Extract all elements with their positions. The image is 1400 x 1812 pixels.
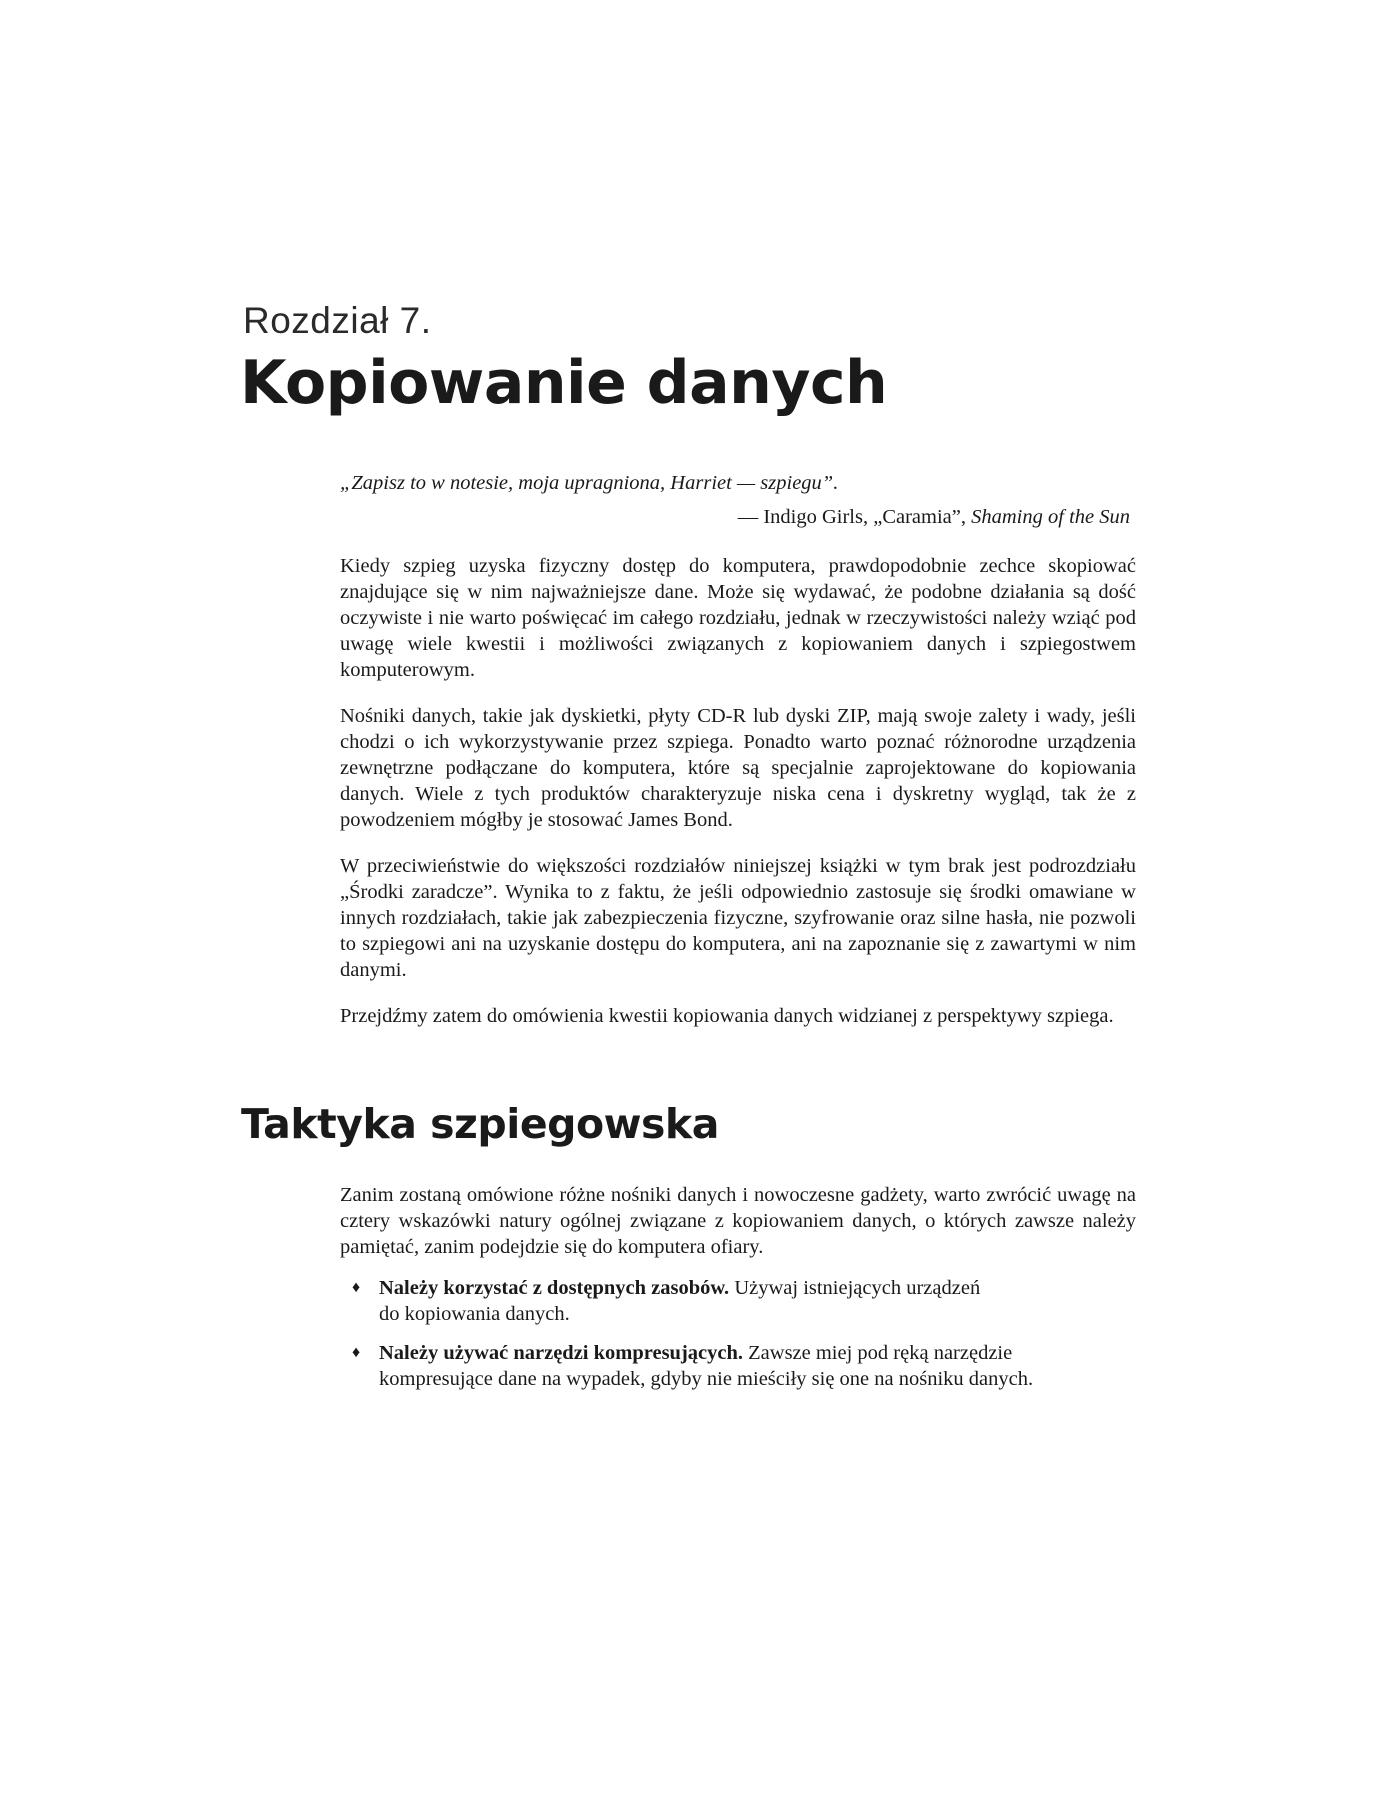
list-item-text: Zawsze miej pod ręką narzędzie xyxy=(743,1342,1013,1364)
epigraph xyxy=(340,472,1130,529)
chapter-title: Kopiowanie danych xyxy=(240,348,888,418)
section-text xyxy=(340,1182,1136,1280)
intro-text xyxy=(340,553,1136,1049)
list-item-text-continued: kompresujące dane na wypadek, gdyby nie mieściły się one na nośniku danych. xyxy=(379,1368,1034,1390)
list-item-text: Używaj istniejących urządzeń xyxy=(729,1277,981,1299)
list-item xyxy=(352,1275,1112,1327)
intro-paragraph: Nośniki danych, takie jak dyskietki, płyty CD-R lub dyski ZIP, mają swoje zalety i wady, jeśli chodzi o ich wykorzystywanie przez szpiega. Ponadto warto poznać różnorodne urządzenia zewnętrzne podłączane do komputera, które są specjalnie zaprojektowane do kopiowania danych. Wiele z tych produktów charakteryzuje niska cena i dyskretny wygląd, tak że z powodzeniem mógłby je stosować James Bond. xyxy=(340,705,1136,831)
intro-paragraph: W przeciwieństwie do większości rozdziałów niniejszej książki w tym brak jest podrozdziału „Środki zaradcze”. Wynika to z faktu, że jeśli odpowiednio zastosuje się środki omawiane w innych rozdziałach, takie jak zabezpieczenia fizyczne, szyfrowanie oraz silne hasła, nie pozwoli to szpiegowi ani na uzyskanie dostępu do komputera, ani na zapoznanie się z zawartymi w nim danymi. xyxy=(340,855,1136,981)
tips-list xyxy=(352,1275,1112,1405)
list-item-lead: Należy używać narzędzi kompresujących. xyxy=(379,1342,744,1364)
list-item xyxy=(352,1340,1112,1392)
intro-paragraph: Przejdźmy zatem do omówienia kwestii kopiowania danych widzianej z perspektywy szpiega. xyxy=(340,1005,1114,1027)
epigraph-attribution-work: Shaming of the Sun xyxy=(971,506,1130,528)
section-heading: Taktyka szpiegowska xyxy=(241,1100,719,1148)
epigraph-quote: „Zapisz to w notesie, moja upragniona, Harriet — szpiegu”. xyxy=(340,472,839,494)
list-item-text-continued: do kopiowania danych. xyxy=(379,1303,570,1325)
intro-paragraph: Kiedy szpieg uzyska fizyczny dostęp do komputera, prawdopodobnie zechce skopiować znajdujące się w nim najważniejsze dane. Może się wydawać, że podobne działania są dość oczywiste i nie warto poświęcać im całego rozdziału, jednak w rzeczywistości należy wziąć pod uwagę wiele kwestii i możliwości związanych z kopiowaniem danych i szpiegostwem komputerowym. xyxy=(340,555,1136,681)
diamond-bullet-icon: ♦ xyxy=(352,1344,361,1361)
epigraph-attribution xyxy=(340,506,1130,529)
list-item-lead: Należy korzystać z dostępnych zasobów. xyxy=(379,1277,730,1299)
diamond-bullet-icon: ♦ xyxy=(352,1279,361,1296)
section-paragraph: Zanim zostaną omówione różne nośniki danych i nowoczesne gadżety, warto zwrócić uwagę na cztery wskazówki natury ogólnej związane z kopiowaniem danych, o których zawsze należy pamiętać, zanim podejdzie się do komputera ofiary. xyxy=(340,1184,1136,1258)
epigraph-attribution-source: — Indigo Girls, „Caramia”, xyxy=(737,506,972,528)
chapter-number: Rozdział 7. xyxy=(243,300,432,341)
